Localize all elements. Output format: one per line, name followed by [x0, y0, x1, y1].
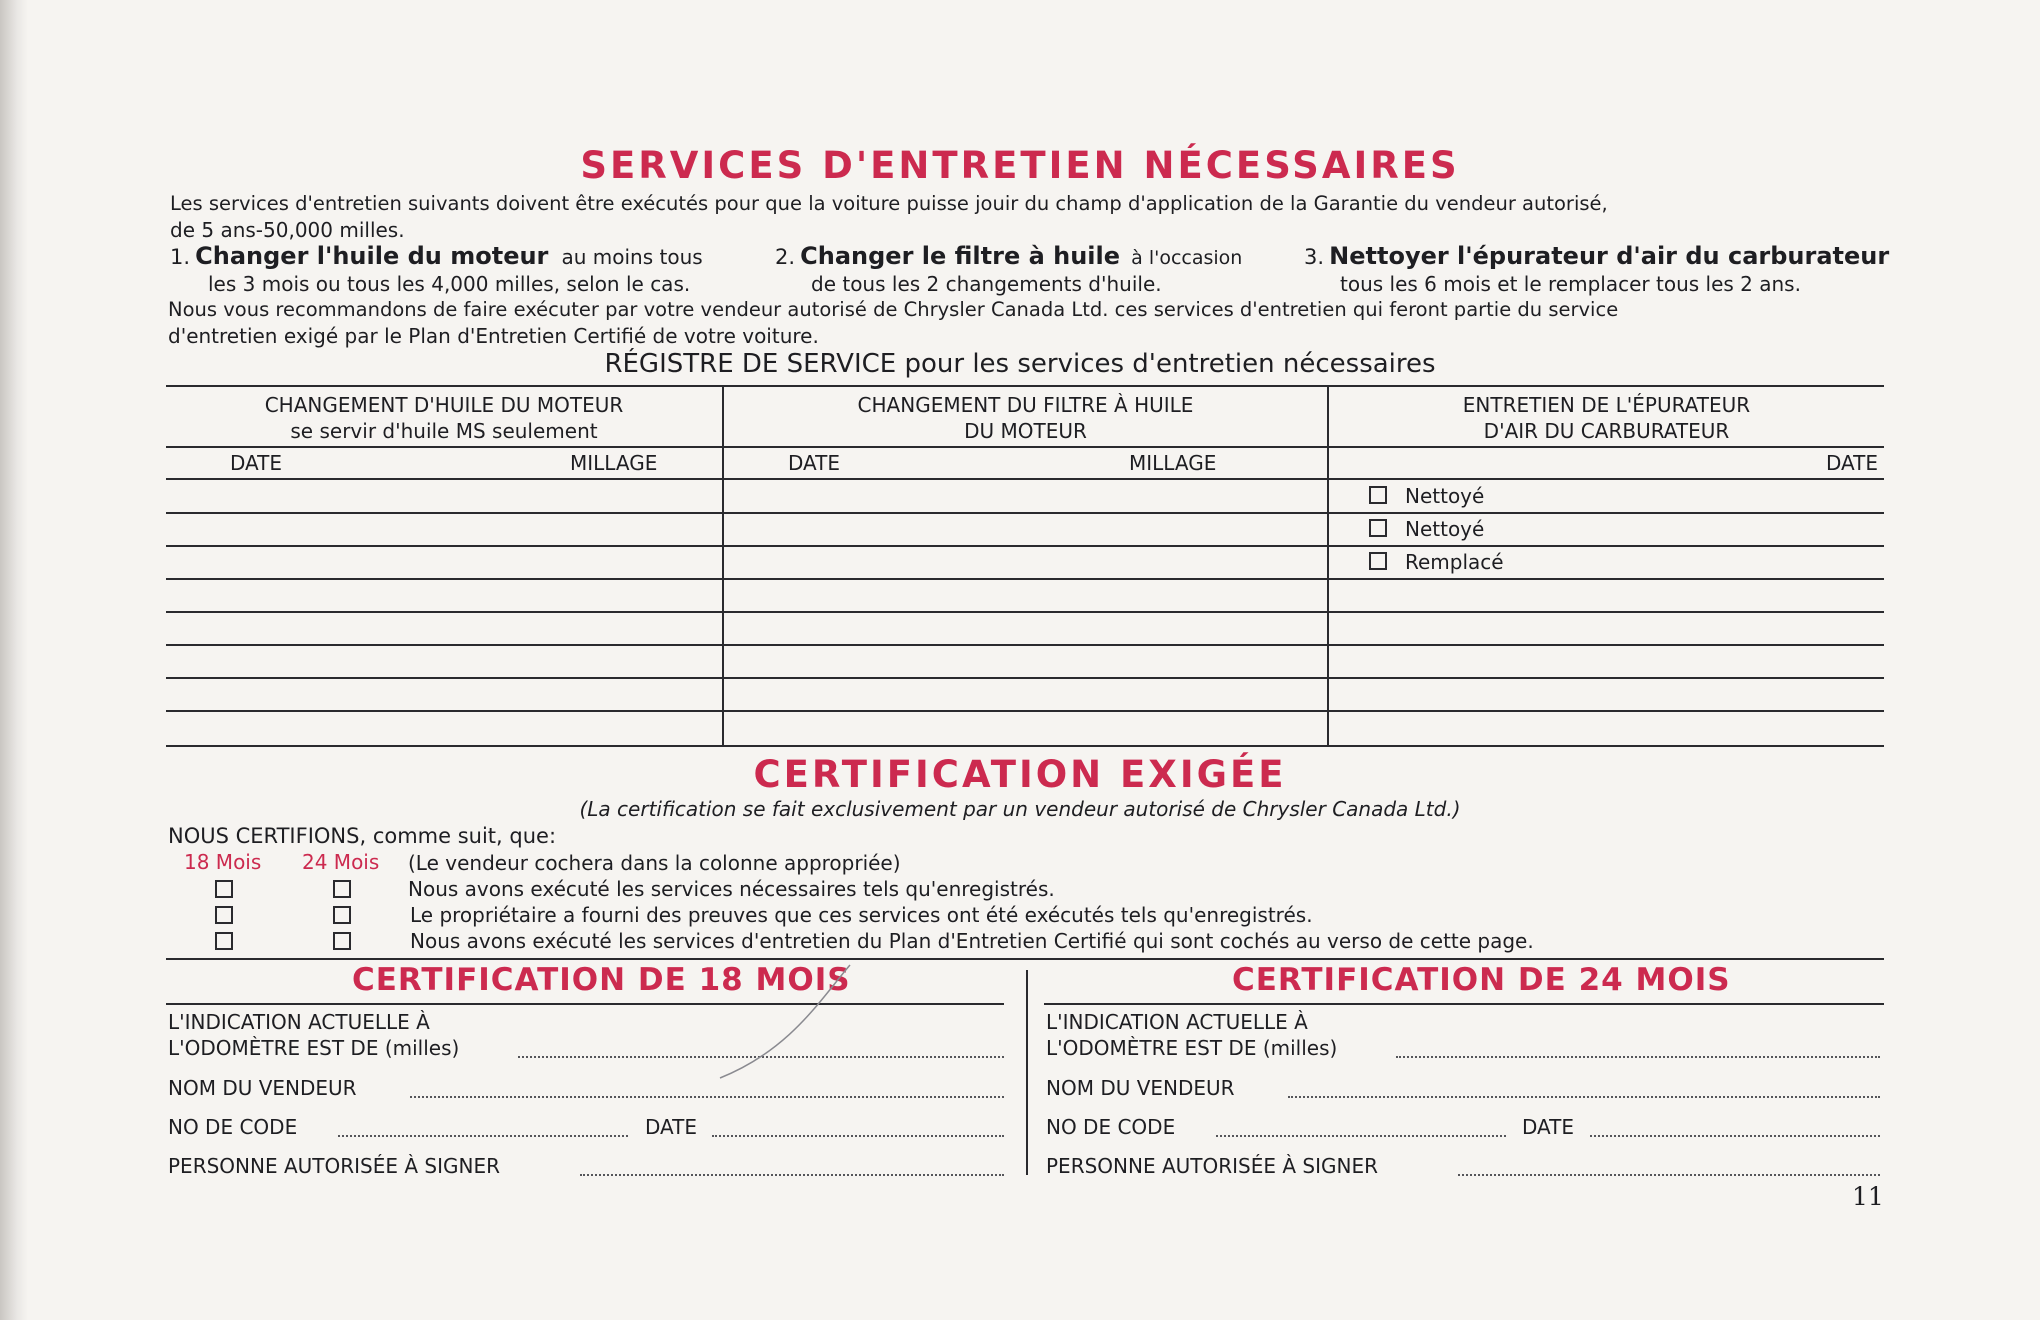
cert-18-title-rule — [166, 1003, 1004, 1005]
air-cleaned-2-checkbox[interactable] — [1369, 519, 1387, 537]
col3-header-line1: ENTRETIEN DE L'ÉPURATEUR — [1462, 393, 1751, 417]
cert-18-checkbox-2[interactable] — [215, 906, 233, 924]
col1-date-label: DATE — [230, 451, 283, 475]
col2-header-line1: CHANGEMENT DU FILTRE À HUILE — [857, 393, 1194, 417]
intro-line-2: de 5 ans-50,000 milles. — [170, 218, 405, 242]
row-rule — [166, 545, 1884, 547]
page-title: SERVICES D'ENTRETIEN NÉCESSAIRES — [580, 144, 1460, 187]
recommend-line-1: Nous vous recommandons de faire exécuter par votre vendeur autorisé de Chrysler Canada Ltd. ces services d'entretien qui feront partie du service — [168, 298, 1619, 321]
cert-24-checkbox-2[interactable] — [333, 906, 351, 924]
cert-18-checkbox-1[interactable] — [215, 880, 233, 898]
cert-24-checkbox-3[interactable] — [333, 932, 351, 950]
service-2-number: 2. — [775, 245, 796, 269]
cert-18-checkbox-3[interactable] — [215, 932, 233, 950]
cert-18-code-field[interactable] — [338, 1135, 628, 1137]
certification-rule — [166, 958, 1884, 960]
cert-18-date-field[interactable] — [712, 1135, 1004, 1137]
subheader-rule — [166, 478, 1884, 480]
service-1-rest: au moins tous — [561, 245, 703, 269]
service-1-number: 1. — [170, 245, 191, 269]
certify-intro: NOUS CERTIFIONS, comme suit, que: — [168, 824, 557, 848]
air-cleaned-1-label: Nettoyé — [1405, 484, 1485, 508]
service-3-number: 3. — [1304, 245, 1325, 269]
cert-18-vendor-label: NOM DU VENDEUR — [168, 1076, 357, 1100]
service-1-title: Changer l'huile du moteur — [195, 242, 549, 270]
cert-18-sign-field[interactable] — [580, 1174, 1004, 1176]
col1-header-line1: CHANGEMENT D'HUILE DU MOTEUR — [264, 393, 624, 417]
cert-24-vendor-label: NOM DU VENDEUR — [1046, 1076, 1235, 1100]
cert-18-code-label: NO DE CODE — [168, 1115, 298, 1139]
cert-18-sign-label: PERSONNE AUTORISÉE À SIGNER — [168, 1154, 500, 1178]
header-rule — [166, 446, 1884, 448]
service-2-detail: de tous les 2 changements d'huile. — [811, 272, 1162, 296]
book-spine-shadow — [0, 0, 28, 1320]
col1-header — [166, 392, 722, 444]
statement-2: Le propriétaire a fourni des preuves que ces services ont été exécutés tels qu'enregistrés. — [410, 903, 1313, 927]
certification-title: CERTIFICATION EXIGÉE — [753, 753, 1287, 796]
intro-line-1: Les services d'entretien suivants doivent être exécutés pour que la voiture puisse jouir du champ d'application de la Garantie du vendeur autorisé, — [170, 192, 1608, 215]
air-cleaned-1-checkbox[interactable] — [1369, 486, 1387, 504]
service-2-rest: à l'occasion — [1131, 247, 1243, 269]
column-note: (Le vendeur cochera dans la colonne appropriée) — [408, 851, 901, 875]
cert-18-title: CERTIFICATION DE 18 MOIS — [352, 962, 851, 998]
col1-millage-label: MILLAGE — [570, 451, 658, 475]
service-3 — [1304, 242, 1890, 296]
col1-header-line2: se servir d'huile MS seulement — [290, 419, 598, 443]
service-2 — [775, 242, 1295, 296]
cert-blocks-divider — [1026, 970, 1028, 1175]
col3-header — [1329, 392, 1884, 444]
air-cleaned-2-label: Nettoyé — [1405, 517, 1485, 541]
cert-18-odometer-line1: L'INDICATION ACTUELLE À — [168, 1010, 430, 1034]
column-24-months: 24 Mois — [302, 850, 380, 874]
col3-header-line2: D'AIR DU CARBURATEUR — [1483, 419, 1730, 443]
cert-24-code-label: NO DE CODE — [1046, 1115, 1176, 1139]
page-number: 11 — [1852, 1182, 1884, 1211]
service-1 — [170, 242, 750, 296]
certification-note: (La certification se fait exclusivement par un vendeur autorisé de Chrysler Canada Ltd.) — [579, 797, 1461, 821]
recommend-line-2: d'entretien exigé par le Plan d'Entretien Certifié de votre voiture. — [168, 324, 819, 348]
col2-millage-label: MILLAGE — [1129, 451, 1217, 475]
cert-24-vendor-field[interactable] — [1288, 1096, 1880, 1098]
cert-18-vendor-field[interactable] — [410, 1096, 1004, 1098]
cert-24-title-rule — [1044, 1003, 1884, 1005]
cert-24-odometer-line2: L'ODOMÈTRE EST DE (milles) — [1046, 1036, 1338, 1060]
cert-24-checkbox-1[interactable] — [333, 880, 351, 898]
cert-24-title: CERTIFICATION DE 24 MOIS — [1232, 962, 1731, 998]
service-2-title: Changer le filtre à huile — [800, 242, 1121, 270]
cert-24-odometer-line1: L'INDICATION ACTUELLE À — [1046, 1010, 1308, 1034]
service-3-title: Nettoyer l'épurateur d'air du carburateur — [1329, 242, 1890, 270]
air-replaced-checkbox[interactable] — [1369, 552, 1387, 570]
intro-text — [170, 192, 1883, 215]
register-title: RÉGISTRE DE SERVICE pour les services d'entretien nécessaires — [604, 349, 1436, 379]
table-bottom-rule — [166, 745, 1884, 747]
pen-stroke-mark — [700, 960, 860, 1090]
cert-24-sign-field[interactable] — [1458, 1174, 1880, 1176]
air-replaced-label: Remplacé — [1405, 550, 1504, 574]
table-top-rule — [166, 385, 1884, 387]
col3-date-label: DATE — [1826, 451, 1879, 475]
cert-24-date-field[interactable] — [1590, 1135, 1880, 1137]
service-1-detail: les 3 mois ou tous les 4,000 milles, selon le cas. — [208, 272, 691, 296]
row-rule — [166, 578, 1884, 580]
col2-header-line2: DU MOTEUR — [964, 419, 1087, 443]
cert-18-date-label: DATE — [645, 1115, 698, 1139]
statement-1: Nous avons exécuté les services nécessaires tels qu'enregistrés. — [408, 877, 1055, 901]
col2-date-label: DATE — [788, 451, 841, 475]
statement-3: Nous avons exécuté les services d'entretien du Plan d'Entretien Certifié qui sont cochés au verso de cette page. — [410, 929, 1534, 953]
col2-header — [724, 392, 1327, 444]
service-3-detail: tous les 6 mois et le remplacer tous les 2 ans. — [1340, 272, 1801, 296]
cert-24-odometer-field[interactable] — [1396, 1056, 1880, 1058]
row-rule — [166, 677, 1884, 679]
cert-24-code-field[interactable] — [1216, 1135, 1506, 1137]
cert-18-odometer-line2: L'ODOMÈTRE EST DE (milles) — [168, 1036, 460, 1060]
cert-24-sign-label: PERSONNE AUTORISÉE À SIGNER — [1046, 1154, 1378, 1178]
cert-24-date-label: DATE — [1522, 1115, 1575, 1139]
row-rule — [166, 710, 1884, 712]
row-rule — [166, 644, 1884, 646]
row-rule — [166, 611, 1884, 613]
column-18-months: 18 Mois — [184, 850, 262, 874]
row-rule — [166, 512, 1884, 514]
